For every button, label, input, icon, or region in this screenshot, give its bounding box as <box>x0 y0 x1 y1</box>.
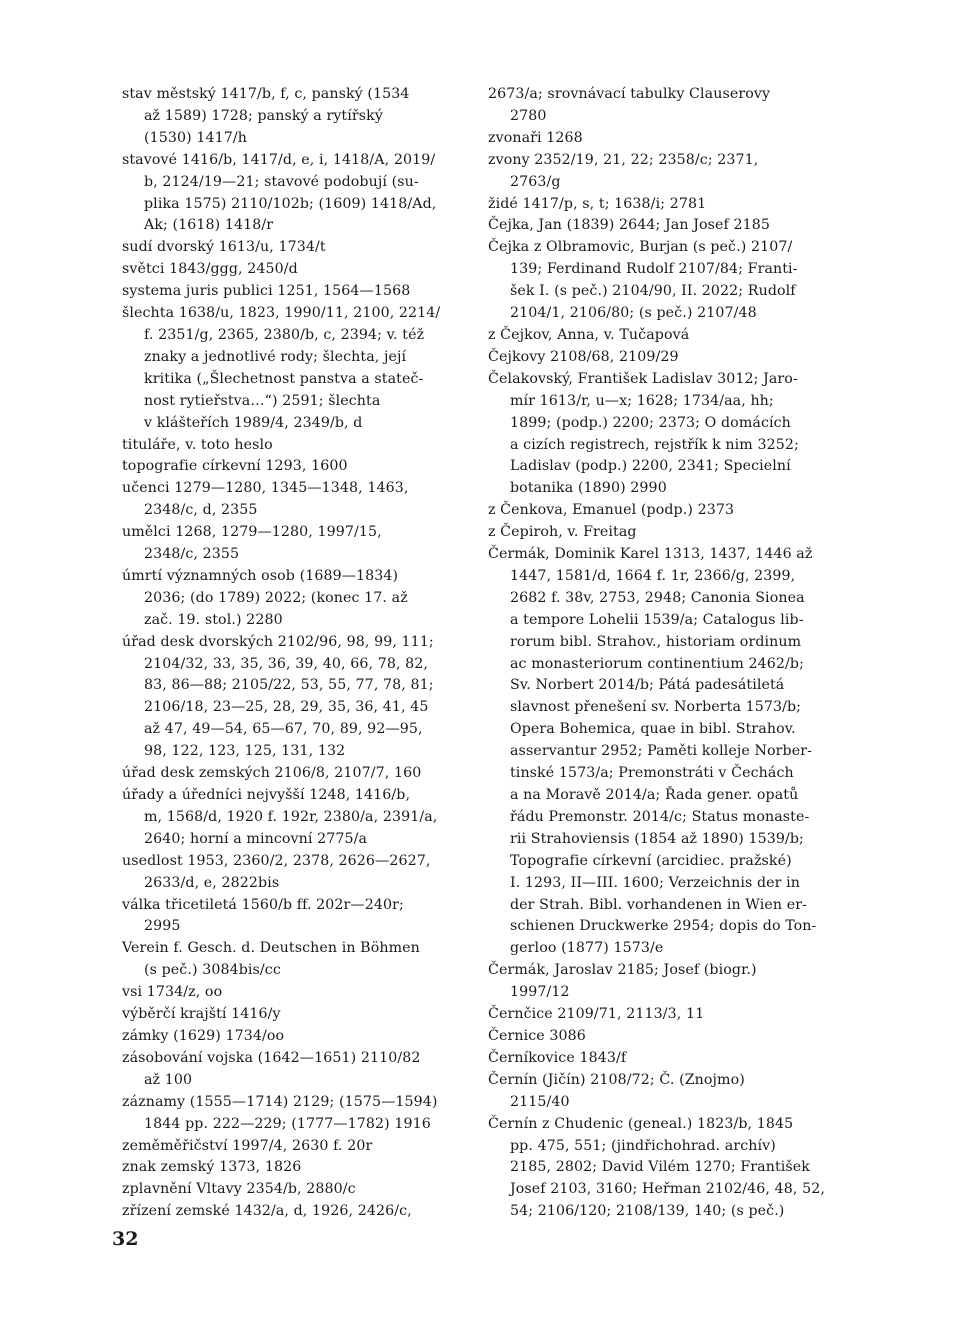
index-entry: výběrčí krajští 1416/y <box>122 1006 281 1023</box>
index-entry: sudí dvorský 1613/u, 1734/t <box>122 239 326 256</box>
index-entry: světci 1843/ggg, 2450/d <box>122 261 298 278</box>
index-entry: Čelakovský, František Ladislav 3012; Jaro- mír 1613/r, u—x; 1628; 1734/aa, hh; 1899; (podp.) 2200; 2373; O domácích a cizích registrech, rejstřík k nim 3252; Ladislav (podp.) 2200, 2341; Specielní botanika (1890) 2990 <box>488 370 799 497</box>
index-entry: Černice 3086 <box>488 1027 586 1044</box>
index-entry: zplavnění Vltavy 2354/b, 2880/c <box>122 1181 356 1198</box>
index-entry: zřízení zemské 1432/a, d, 1926, 2426/c, <box>122 1203 412 1220</box>
left-column <box>122 84 474 1223</box>
index-entry: Čermák, Jaroslav 2185; Josef (biogr.) 1997/12 <box>488 962 757 1001</box>
index-entry: Čejka, Jan (1839) 2644; Jan Josef 2185 <box>488 217 770 234</box>
right-column <box>488 84 844 1223</box>
index-entry: z Čejkov, Anna, v. Tučapová <box>488 326 690 343</box>
index-entry: usedlost 1953, 2360/2, 2378, 2626—2627, 2633/d, e, 2822bis <box>122 852 431 891</box>
index-entry: Černín z Chudenic (geneal.) 1823/b, 1845 pp. 475, 551; (jindřichohrad. archív) 2185, 2802; David Vilém 1270; František Josef 2103, 3160; Heřman 2102/46, 48, 52, 54; 2106/120; 2108/139, 140; (s peč.) <box>488 1115 825 1220</box>
index-entry: 2673/a; srovnávací tabulky Clauserovy 2780 <box>488 86 771 124</box>
index-entry: Čermák, Dominik Karel 1313, 1437, 1446 až 1447, 1581/d, 1664 f. 1r, 2366/g, 2399, 2682 f. 38v, 2753, 2948; Canonia Sionea a tempore Lohelii 1539/a; Catalogus lib- rorum bibl. Strahov., historiam ordinum ac monasteriorum continentium 2462/b; Sv. Norbert 2014/b; Pátá padesátiletá slavnost přenešení sv. Norberta 1573/b; Opera Bohemica, quae in bibl. Strahov. asservantur 2952; Paměti kolleje Norber- tinské 1573/a; Premonstráti v Čechách a na Moravě 2014/a; Řada gener. opatů řádu Premonstr. 2014/c; Status monaste- rii Strahoviensis (1854 až 1890) 1539/b; Topografie církevní (arcidiec. pražské) I. 1293, II—III. 1600; Verzeichnis der in der Strah. Bibl. vorhandenen in Wien er- schienen Druckwerke 2954; dopis do Ton- gerloo (1877) 1573/e <box>488 546 817 957</box>
index-entry: zeměměřičství 1997/4, 2630 f. 20r <box>122 1137 373 1154</box>
index-entry: Čejkovy 2108/68, 2109/29 <box>488 348 679 365</box>
index-entry: tituláře, v. toto heslo <box>122 436 273 453</box>
index-entry: z Čenkova, Emanuel (podp.) 2373 <box>488 502 735 519</box>
index-entry: úřad desk zemských 2106/8, 2107/7, 160 <box>122 765 422 782</box>
index-entry: stavové 1416/b, 1417/d, e, i, 1418/A, 2019/ b, 2124/19—21; stavové podobují (su- plika 1575) 2110/102b; (1609) 1418/Ad, Ak; (1618) 1418/r <box>122 151 437 234</box>
index-entry: zvonaři 1268 <box>488 129 583 146</box>
index-entry: topografie církevní 1293, 1600 <box>122 458 348 475</box>
index-entry: úmrtí významných osob (1689—1834) 2036; (do 1789) 2022; (konec 17. až zač. 19. stol.) 2280 <box>122 567 408 628</box>
index-entry: vsi 1734/z, oo <box>122 984 223 1001</box>
index-entry: Černčice 2109/71, 2113/3, 11 <box>488 1006 705 1023</box>
index-entry: Čejka z Olbramovic, Burjan (s peč.) 2107/ 139; Ferdinand Rudolf 2107/84; Franti- šek I. (s peč.) 2104/90, II. 2022; Rudolf 2104/1, 2106/80; (s peč.) 2107/48 <box>488 239 798 322</box>
index-entry: systema juris publici 1251, 1564—1568 <box>122 283 411 300</box>
index-entry: učenci 1279—1280, 1345—1348, 1463, 2348/c, d, 2355 <box>122 480 409 519</box>
index-entry: umělci 1268, 1279—1280, 1997/15, 2348/c, 2355 <box>122 524 382 563</box>
index-entry: zásobování vojska (1642—1651) 2110/82 až 100 <box>122 1049 421 1088</box>
index-entry: Verein f. Gesch. d. Deutschen in Böhmen (s peč.) 3084bis/cc <box>122 940 420 979</box>
index-entry: úřad desk dvorských 2102/96, 98, 99, 111; 2104/32, 33, 35, 36, 39, 40, 66, 78, 82, 83, 86—88; 2105/22, 53, 55, 77, 78, 81; 2106/18, 23—25, 28, 29, 35, 36, 41, 45 až 47, 49—54, 65—67, 70, 89, 92—95, 98, 122, 123, 125, 131, 132 <box>122 633 434 760</box>
index-entry: znak zemský 1373, 1826 <box>122 1159 302 1176</box>
index-entry: úřady a úředníci nejvyšší 1248, 1416/b, m, 1568/d, 1920 f. 192r, 2380/a, 2391/a, 2640; horní a mincovní 2775/a <box>122 787 438 847</box>
index-entry: židé 1417/p, s, t; 1638/i; 2781 <box>488 195 707 212</box>
index-entry: šlechta 1638/u, 1823, 1990/11, 2100, 2214/ f. 2351/g, 2365, 2380/b, c, 2394; v. též znaky a jednotlivé rody; šlechta, její kritika („Šlechetnost panstva a stateč- nost rytieřstva…“) 2591; šlechta v klášteřích 1989/4, 2349/b, d <box>122 305 441 431</box>
index-entry: válka třicetiletá 1560/b ff. 202r—240r; 2995 <box>122 896 404 935</box>
index-entry: záznamy (1555—1714) 2129; (1575—1594) 1844 pp. 222—229; (1777—1782) 1916 <box>122 1093 438 1132</box>
index-entry: z Čepiroh, v. Freitag <box>488 524 637 541</box>
index-entry: Černíkovice 1843/f <box>488 1049 627 1066</box>
index-entry: zvony 2352/19, 21, 22; 2358/c; 2371, 2763/g <box>488 151 759 190</box>
page-number: 32 <box>112 1228 139 1250</box>
index-entry: Černín (Jičín) 2108/72; Č. (Znojmo) 2115/40 <box>488 1071 745 1110</box>
index-entry: zámky (1629) 1734/oo <box>122 1027 285 1044</box>
index-entry: stav městský 1417/b, f, c, panský (1534 až 1589) 1728; panský a rytířský (1530) 1417/h <box>122 86 410 146</box>
